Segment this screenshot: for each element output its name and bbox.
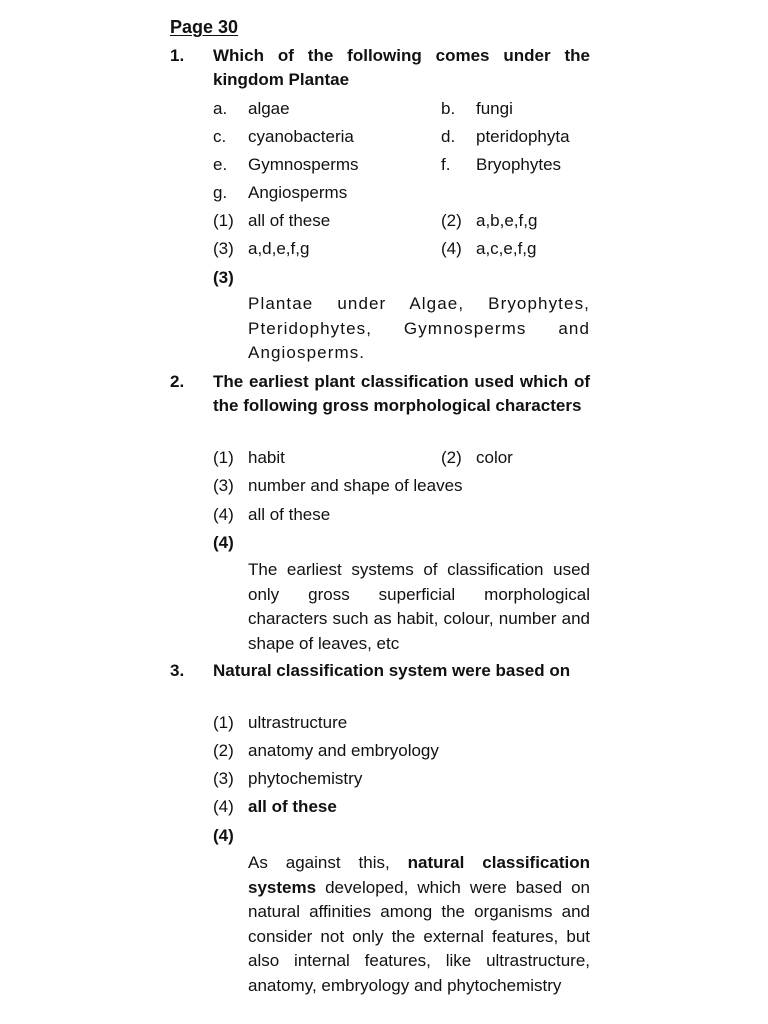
- question-1-text: Which of the following comes under the kingdom Plantae: [213, 46, 590, 89]
- question-3-number: 3.: [170, 661, 185, 680]
- q2-option-4: (4) all of these: [213, 505, 331, 524]
- q2-answer: (4): [213, 533, 234, 552]
- q2-option-2: (2) color: [441, 448, 513, 467]
- q1-option-2: (2) a,b,e,f,g: [441, 211, 538, 230]
- question-3-text: Natural classification system were based on: [213, 661, 571, 680]
- q1-letter-f: f. Bryophytes: [441, 155, 562, 174]
- q3-explanation-emphasis: natural classification systems: [248, 853, 590, 897]
- q1-letter-d: d. pteridophyta: [441, 127, 570, 146]
- q2-option-3: (3) number and shape of leaves: [213, 476, 463, 495]
- q1-letter-g: g. Angiosperms: [213, 183, 348, 202]
- q3-answer: (4): [213, 826, 234, 845]
- question-1-number: 1.: [170, 46, 185, 65]
- question-2-number: 2.: [170, 372, 185, 391]
- q1-letter-a: a. algae: [213, 99, 290, 118]
- question-2-text: The earliest plant classification used which of the following gross morphological characters: [213, 372, 590, 415]
- q1-answer: (3): [213, 268, 234, 287]
- q1-option-1: (1) all of these: [213, 211, 331, 230]
- q1-option-3: (3) a,d,e,f,g: [213, 239, 310, 258]
- q3-option-1: (1) ultrastructure: [213, 713, 348, 732]
- q3-explanation: As against this, natural classification systems developed, which were based on natural affinities among the organisms and consider not only the external features, but also internal features, like ultrastructure, anatomy, embryology and phytochemistry: [248, 853, 590, 995]
- q1-letter-e: e. Gymnosperms: [213, 155, 359, 174]
- q1-letter-b: b. fungi: [441, 99, 513, 118]
- q3-option-2: (2) anatomy and embryology: [213, 741, 439, 760]
- q3-option-3: (3) phytochemistry: [213, 769, 363, 788]
- page-title: Page 30: [170, 17, 239, 37]
- q2-explanation: The earliest systems of classification used only gross superficial morphological characters such as habit, colour, number and shape of leaves, etc: [248, 560, 590, 653]
- q3-option-4: (4) all of these: [213, 797, 337, 816]
- q1-option-4: (4) a,c,e,f,g: [441, 239, 537, 258]
- q1-explanation: Plantae under Algae, Bryophytes, Pteridophytes, Gymnosperms and Angiosperms.: [248, 294, 590, 362]
- q2-option-1: (1) habit: [213, 448, 285, 467]
- q1-letter-c: c. cyanobacteria: [213, 127, 354, 146]
